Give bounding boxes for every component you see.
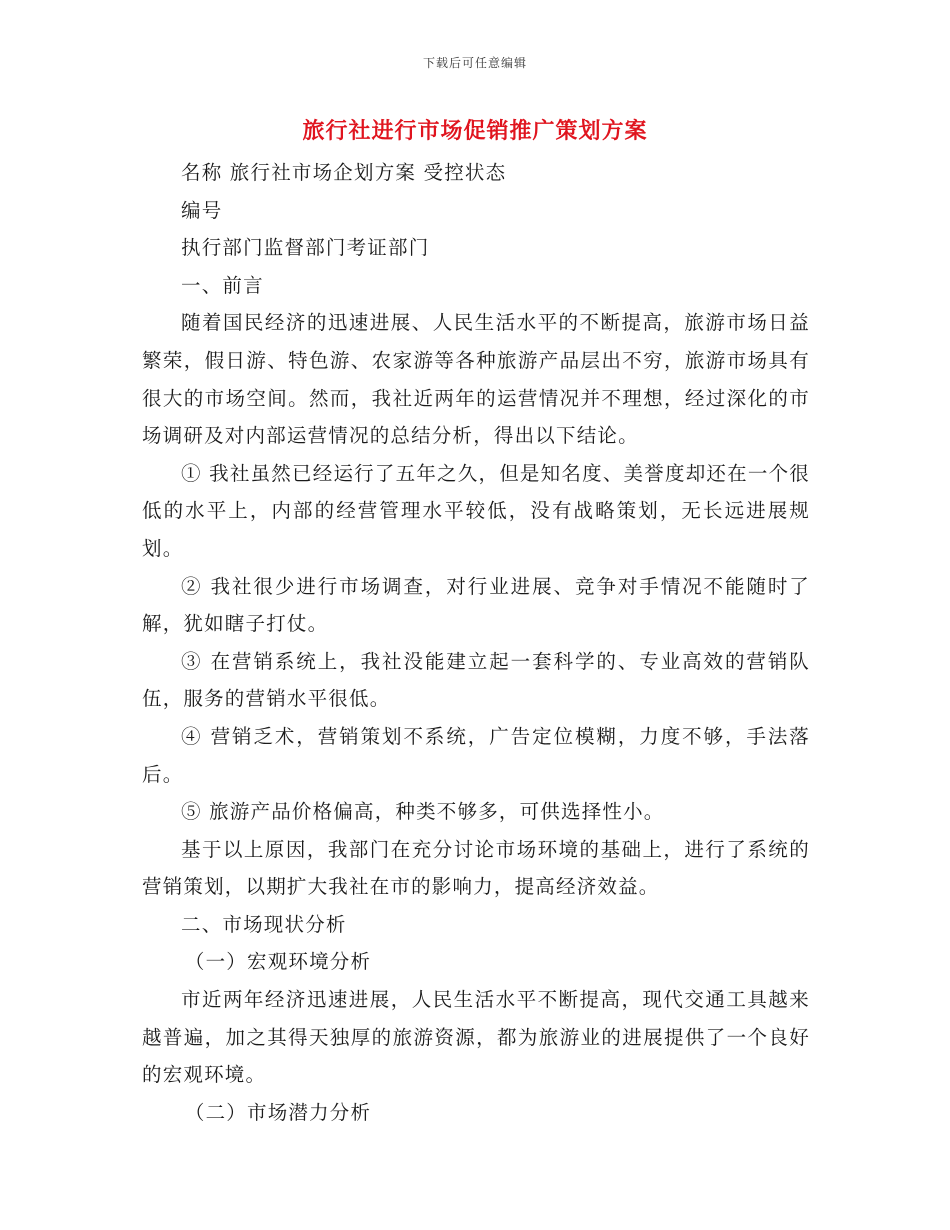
list-item-conclusion-5: ⑤ 旅游产品价格偏高，种类不够多，可供选择性小。 xyxy=(181,800,665,824)
list-item-conclusion-3: ③ 在营销系统上，我社没能建立起一套科学的、专业高效的营销队伍，服务的营销水平很低。 xyxy=(142,649,810,711)
header-note: 下载后可任意编辑 xyxy=(422,56,527,70)
subsection-heading-macro: （一）宏观环境分析 xyxy=(184,950,372,974)
list-item-conclusion-1: ① 我社虽然已经运行了五年之久，但是知名度、美誉度却还在一个很低的水平上，内部的经营管理水平较低，没有战略策划，无长远进展规划。 xyxy=(142,461,810,560)
subsection-heading-potential: （二）市场潜力分析 xyxy=(184,1100,372,1124)
document-body xyxy=(142,154,810,1131)
paragraph-summary: 基于以上原因，我部门在充分讨论市场环境的基础上，进行了系统的营销策划，以期扩大我社在市的影响力，提高经济效益。 xyxy=(142,837,810,899)
section-heading-preface: 一、前言 xyxy=(181,273,264,297)
paragraph-meta-number: 编号 xyxy=(181,198,223,222)
paragraph-meta-departments: 执行部门监督部门考证部门 xyxy=(181,236,430,260)
paragraph-preface: 随着国民经济的迅速进展、人民生活水平的不断提高，旅游市场日益繁荣，假日游、特色游、农家游等各种旅游产品层出不穷，旅游市场具有很大的市场空间。然而，我社近两年的运营情况并不理想，经过深化的市场调研及对内部运营情况的总结分析，得出以下结论。 xyxy=(142,311,810,448)
document-title: 旅行社进行市场促销推广策划方案 xyxy=(302,118,648,144)
list-item-conclusion-4: ④ 营销乏术，营销策划不系统，广告定位模糊，力度不够，手法落后。 xyxy=(142,724,810,786)
paragraph-macro: 市近两年经济迅速进展，人民生活水平不断提高，现代交通工具越来越普遍，加之其得天独厚的旅游资源，都为旅游业的进展提供了一个良好的宏观环境。 xyxy=(142,988,810,1087)
list-item-conclusion-2: ② 我社很少进行市场调查，对行业进展、竞争对手情况不能随时了解，犹如瞎子打仗。 xyxy=(142,574,810,636)
section-heading-market-analysis: 二、市场现状分析 xyxy=(181,912,347,936)
paragraph-meta-name: 名称 旅行社市场企划方案 受控状态 xyxy=(181,161,507,184)
